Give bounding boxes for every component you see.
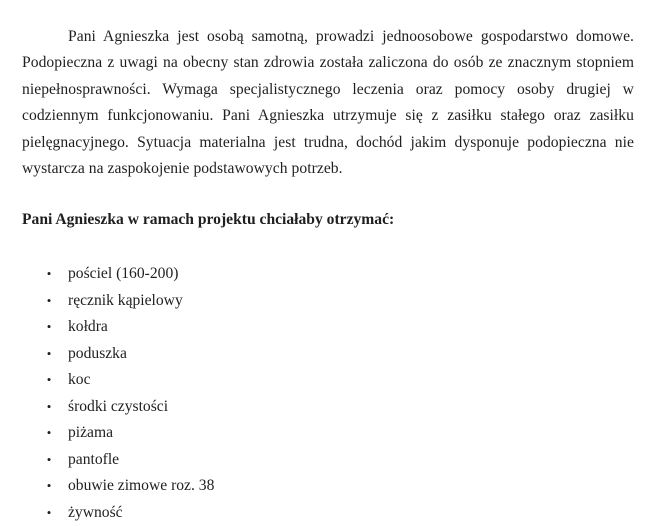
bullet-icon: • (44, 341, 54, 368)
list-item-text: koc (68, 367, 91, 394)
list-item-text: pościel (160-200) (68, 261, 178, 288)
list-item-text: środki czystości (68, 394, 168, 421)
bullet-icon: • (44, 288, 54, 315)
list-item-text: ręcznik kąpielowy (68, 288, 183, 315)
bullet-icon: • (44, 314, 54, 341)
list-item-text: obuwie zimowe roz. 38 (68, 473, 214, 500)
intro-paragraph: Pani Agnieszka jest osobą samotną, prowadzi jednoosobowe gospodarstwo domowe. Podopieczna z uwagi na obecny stan zdrowia została zaliczona do osób ze znacznym stopniem niepełnosprawności. Wymaga specjalistycznego leczenia oraz pomocy osoby drugiej w codziennym funkcjonowaniu. Pani Agnieszka utrzymuje się z zasiłku stałego oraz zasiłku pielęgnacyjnego. Sytuacja materialna jest trudna, dochód jakim dysponuje podopieczna nie wystarcza na zaspokojenie podstawowych potrzeb. (22, 24, 634, 182)
bullet-icon: • (44, 420, 54, 447)
list-item-text: piżama (68, 420, 113, 447)
needs-heading: Pani Agnieszka w ramach projektu chciałaby otrzymać: (22, 210, 394, 230)
list-item-text: żywność (68, 500, 123, 526)
bullet-icon: • (44, 394, 54, 421)
list-item-text: pantofle (68, 447, 119, 474)
bullet-icon: • (44, 261, 54, 288)
list-item-text: kołdra (68, 314, 108, 341)
bullet-icon: • (44, 447, 54, 474)
bullet-icon: • (44, 500, 54, 526)
bullet-icon: • (44, 367, 54, 394)
bullet-icon: • (44, 473, 54, 500)
list-item-text: poduszka (68, 341, 127, 368)
